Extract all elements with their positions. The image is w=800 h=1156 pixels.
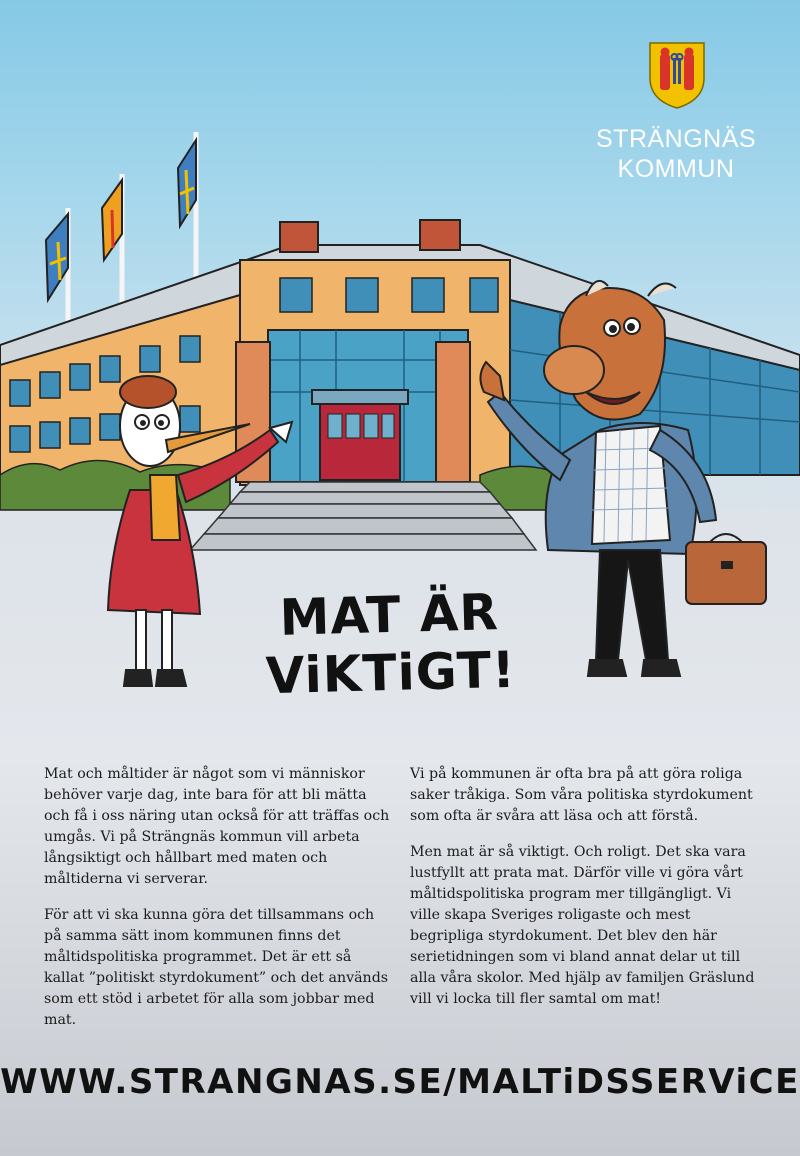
paragraph: Mat och måltider är något som vi människor behöver varje dag, inte bara för att bli mätta och få i oss näring utan också för att träffas och umgås. Vi på Strängnäs kommun vill arbeta långsiktigt och hållbart med maten och måltiderna vi serverar. [44, 766, 390, 887]
paragraph: Men mat är så viktigt. Och roligt. Det ska vara lustfyllt att prata mat. Därför ville vi göra vårt måltidspolitiska program mer tillgängligt. Vi ville skapa Sveriges roligaste och mest begripliga styrdokument. Det blev den här serietidningen som vi bland annat delar ut till alla våra skolor. Med hjälp av familjen Gräslund vill vi locka till fler samtal om mat! [410, 844, 755, 1007]
paragraph: Vi på kommunen är ofta bra på att göra roliga saker tråkiga. Som våra politiska styrdokument som ofta är svåra att läsa och att förstå. [410, 766, 753, 824]
paragraph: För att vi ska kunna göra det tillsammans och på samma sätt inom kommunen finns det måltidspolitiska programmet. Det är ett så kallat ”politiskt styrdokument” och det används som ett stöd i arbetet för alla som jobbar med mat. [44, 907, 389, 1028]
municipality-name-line1: STRÄNGNÄS [596, 125, 757, 153]
coat-of-arms-icon [647, 40, 707, 110]
headline-line1: MAT ÄR [278, 583, 500, 647]
body-column-right [410, 764, 760, 1025]
headline-line2: ViKTiGT! [265, 640, 517, 706]
website-link[interactable]: WWW.STRANGNAS.SE/MALTiDSSERViCE [0, 1062, 800, 1102]
municipality-name-line2: KOMMUN [617, 155, 735, 183]
headline [239, 582, 542, 706]
body-column-left [44, 764, 394, 1046]
